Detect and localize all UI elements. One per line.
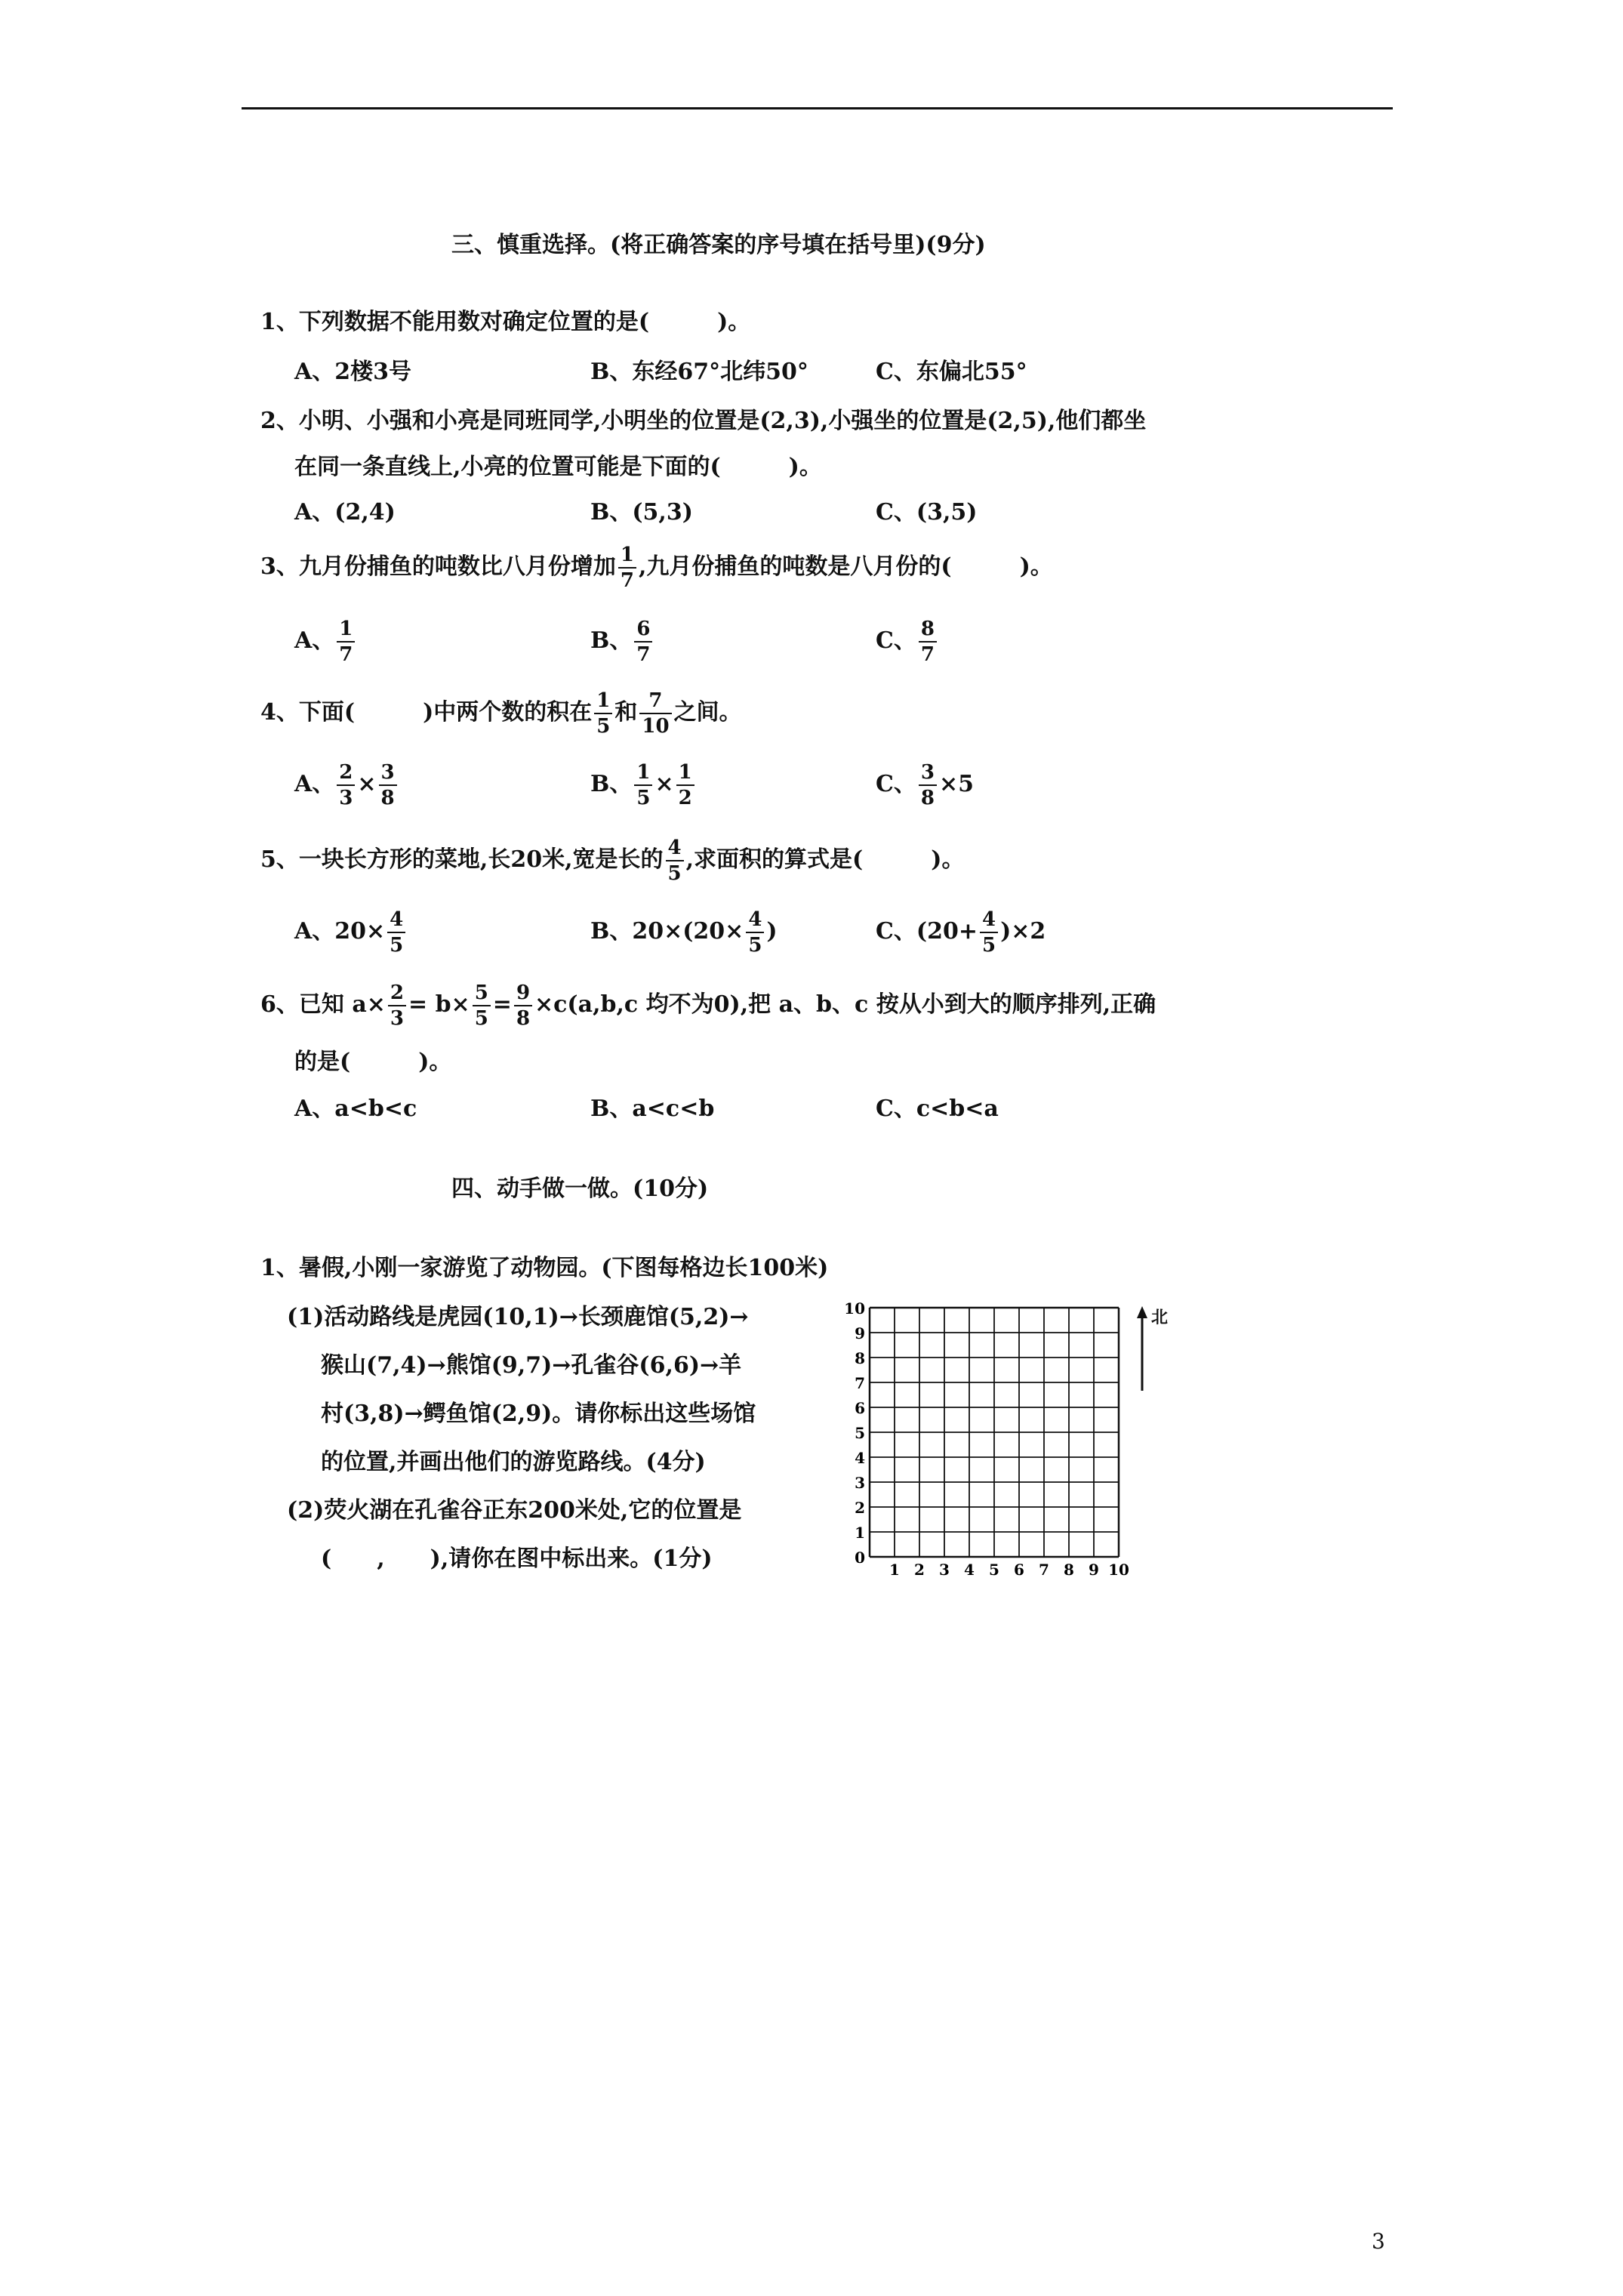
s4-part1-line4: 的位置,并画出他们的游览路线。(4分) xyxy=(321,1449,706,1475)
q3-option-b: B、 $\frac{6}{7}$ xyxy=(590,619,654,664)
q4-option-b: B、 $\frac{1}{5}$ × $\frac{1}{2}$ xyxy=(590,763,697,808)
s4-part1-line2: 猴山(7,4)→熊馆(9,7)→孔雀谷(6,6)→羊 xyxy=(321,1352,742,1379)
y-tick-label: 6 xyxy=(855,1399,865,1417)
header-rule xyxy=(242,107,1393,109)
q6-option-b: B、a<c<b xyxy=(590,1096,715,1122)
coordinate-grid xyxy=(839,1299,1129,1598)
s4-q1-stem: 1、暑假,小刚一家游览了动物园。(下图每格边长100米) xyxy=(260,1255,829,1281)
x-tick-label: 2 xyxy=(914,1561,925,1579)
y-tick-label: 4 xyxy=(855,1449,865,1467)
y-tick-label: 0 xyxy=(855,1549,865,1567)
x-tick-label: 7 xyxy=(1039,1561,1049,1579)
q5-option-b: B、20×(20× $\frac{4}{5}$ ) xyxy=(590,908,778,957)
q5-option-a: A、20× $\frac{4}{5}$ xyxy=(294,910,408,955)
s4-part1-line3: 村(3,8)→鳄鱼馆(2,9)。请你标出这些场馆 xyxy=(321,1401,756,1427)
north-arrow-icon xyxy=(1136,1306,1181,1393)
q3-stem-text: 3、九月份捕鱼的吨数比八月份增加 xyxy=(260,553,616,580)
y-tick-label: 8 xyxy=(855,1349,865,1367)
x-tick-label: 1 xyxy=(889,1561,900,1579)
q1-option-a: A、2楼3号 xyxy=(294,359,412,385)
q2-stem-line2: 在同一条直线上,小亮的位置可能是下面的( )。 xyxy=(294,454,822,480)
q3-stem xyxy=(260,545,1053,590)
page-number: 3 xyxy=(1372,2229,1385,2254)
q6-option-a: A、a<b<c xyxy=(294,1096,417,1122)
section4-title: 四、动手做一做。(10分) xyxy=(451,1176,709,1202)
q1-stem: 1、下列数据不能用数对确定位置的是( )。 xyxy=(260,309,751,335)
y-tick-label: 10 xyxy=(844,1299,865,1318)
q5-option-c: C、(20+ $\frac{4}{5}$ )×2 xyxy=(876,908,1046,957)
section3-title: 三、慎重选择。(将正确答案的序号填在括号里)(9分) xyxy=(451,232,986,258)
s4-part2-line2: ( , ),请你在图中标出来。(1分) xyxy=(321,1546,713,1572)
q4-option-a: A、 $\frac{2}{3}$ × $\frac{3}{8}$ xyxy=(294,763,399,808)
y-tick-label: 5 xyxy=(855,1424,865,1442)
x-tick-label: 3 xyxy=(939,1561,950,1579)
y-tick-label: 2 xyxy=(855,1499,865,1517)
x-tick-label: 10 xyxy=(1108,1561,1129,1579)
q3-stem-tail: ,九月份捕鱼的吨数是八月份的( )。 xyxy=(638,553,1053,580)
q1-option-b: B、东经67°北纬50° xyxy=(590,359,808,385)
s4-part1-line1: (1)活动路线是虎园(10,1)→长颈鹿馆(5,2)→ xyxy=(287,1304,749,1330)
q6-stem-line2: 的是( )。 xyxy=(294,1049,452,1075)
q3-option-a: A、 $\frac{1}{7}$ xyxy=(294,619,357,664)
y-tick-label: 1 xyxy=(855,1524,865,1542)
q6-option-c: C、c<b<a xyxy=(876,1096,999,1122)
x-tick-label: 4 xyxy=(964,1561,975,1579)
q1-option-c: C、东偏北55° xyxy=(876,359,1027,385)
y-tick-label: 9 xyxy=(855,1324,865,1342)
x-tick-label: 6 xyxy=(1014,1561,1024,1579)
q4-option-c: C、 $\frac{3}{8}$ ×5 xyxy=(876,761,974,809)
y-tick-label: 7 xyxy=(855,1374,865,1392)
q2-option-a: A、(2,4) xyxy=(294,499,396,525)
y-tick-label: 3 xyxy=(855,1474,865,1492)
q5-stem: 5、一块长方形的菜地,长20米,宽是长的 $\frac{4}{5}$ ,求面积的算式是( )。 xyxy=(260,837,965,885)
q3-stem-fraction: $\frac{1}{7}$ xyxy=(618,545,636,590)
q2-stem-line1: 2、小明、小强和小亮是同班同学,小明坐的位置是(2,3),小强坐的位置是(2,5),他们都坐 xyxy=(260,408,1147,434)
q4-stem: 4、下面( )中两个数的积在 $\frac{1}{5}$ 和 $\frac{7}{10}$ 之间。 xyxy=(260,689,742,738)
q2-option-c: C、(3,5) xyxy=(876,499,978,525)
s4-part2-line1: (2)荧火湖在孔雀谷正东200米处,它的位置是 xyxy=(287,1497,742,1524)
x-tick-label: 5 xyxy=(989,1561,999,1579)
q2-option-b: B、(5,3) xyxy=(590,499,693,525)
x-tick-label: 8 xyxy=(1064,1561,1074,1579)
q3-option-c: C、 $\frac{8}{7}$ xyxy=(876,619,939,664)
north-label: 北 xyxy=(1151,1308,1169,1327)
x-tick-label: 9 xyxy=(1089,1561,1099,1579)
q6-stem-line1: 6、已知 a× $\frac{2}{3}$ = b× $\frac{5}{5}$ = $\frac{9}{8}$ ×c(a,b,c 均不为0),把 a、b、c 按从小到大的顺序排列,正确 xyxy=(260,982,1156,1030)
